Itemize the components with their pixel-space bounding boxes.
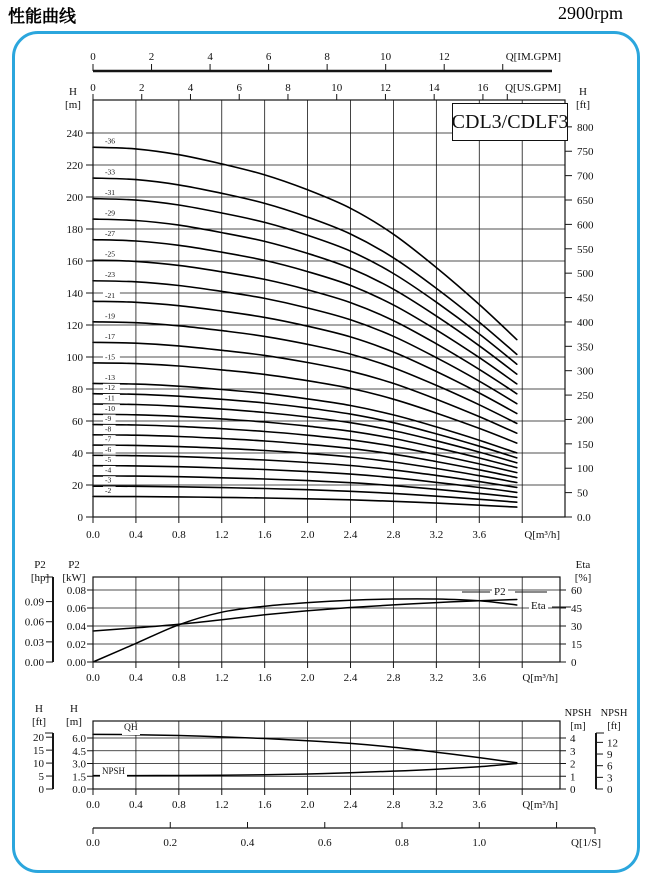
npsh-m-tick-label: 4 — [570, 733, 576, 745]
q-imgpm-tick-label: 12 — [438, 51, 450, 63]
q-m3h-tick-label: 2.4 — [343, 799, 358, 811]
h-ft-axis-name: H — [35, 703, 43, 715]
q-usgpm-tick-label: 2 — [138, 82, 145, 94]
q-lps-tick-label: 1.0 — [472, 837, 487, 849]
p2-kw-axis-unit: [kW] — [62, 572, 86, 584]
npsh-m-tick-label: 2 — [570, 758, 576, 771]
h-ft-tick-label: 150 — [577, 438, 594, 451]
h-ft-tick-label: 10 — [33, 758, 44, 771]
h-m-tick-label: 240 — [66, 128, 83, 140]
q-m3h-tick-label: 0.4 — [129, 672, 143, 684]
h-ft-tick-label: 400 — [577, 316, 594, 329]
curve-stage-label: -9 — [105, 414, 112, 424]
npsh-ft-tick-label: 3 — [607, 772, 613, 785]
q-m3h-tick-label: 2.4 — [343, 672, 358, 684]
h-ft-tick-label: 200 — [577, 414, 594, 427]
q-lps-tick-label: 0.8 — [395, 837, 409, 849]
qh-plot-border — [93, 721, 560, 789]
curve-stage-label: -5 — [105, 455, 112, 465]
h-ft-axis-unit: [ft] — [31, 716, 47, 728]
p2-kw-tick-label: 0.08 — [66, 585, 86, 597]
npsh-curve-tag: NPSH — [102, 766, 126, 776]
curve-stage-label: -7 — [105, 434, 112, 444]
h-m-tick-label: 3.0 — [72, 758, 86, 771]
npsh-ft-tick-label: 6 — [607, 760, 613, 773]
q-imgpm-tick-label: 6 — [265, 51, 272, 63]
npsh-m-axis-name: NPSH — [564, 708, 592, 719]
eta-axis-unit: [%] — [574, 572, 592, 584]
h-m-axis-unit: [m] — [66, 716, 82, 728]
q-m3h-tick-label: 1.6 — [257, 672, 272, 684]
q-m3h-tick-label: 1.2 — [214, 529, 229, 541]
q-usgpm-tick-label: 6 — [236, 82, 242, 94]
curve-stage-label: -10 — [105, 403, 115, 413]
eta-tick-label: 15 — [571, 639, 582, 651]
npsh-ft-axis-name: NPSH — [600, 708, 628, 719]
q-usgpm-tick-label: 8 — [285, 82, 291, 94]
q-m3h-tick-label: 3.6 — [472, 799, 487, 811]
h-ft-tick-label: 5 — [38, 771, 44, 784]
q-lps-tick-label: 0.0 — [86, 837, 100, 849]
pump-curve--5 — [93, 466, 517, 493]
h-ft-tick-label: 500 — [577, 268, 594, 281]
h-m-tick-label: 180 — [66, 224, 83, 236]
q-m3h-tick-label: 0.8 — [171, 672, 186, 684]
h-m-tick-label: 1.5 — [72, 771, 86, 784]
q-usgpm-tick-label: 0 — [90, 82, 96, 94]
npsh-ft-tick-label: 9 — [607, 749, 613, 762]
q-lps-axis-label: Q[1/S] — [571, 837, 601, 849]
curve-stage-label: -17 — [105, 331, 115, 341]
q-m3h-tick-label: 3.2 — [429, 799, 444, 811]
pump-curve--3 — [93, 486, 517, 502]
h-ft-tick-label: 20 — [33, 732, 44, 745]
curve-stage-label: -13 — [105, 372, 115, 382]
h-m-tick-label: 160 — [66, 256, 83, 268]
h-m-axis-name: H — [70, 703, 78, 715]
model-label: CDL3/CDLF3 — [451, 110, 569, 133]
q-m3h-axis-label: Q[m³/h] — [522, 672, 558, 684]
h-ft-tick-label: 600 — [577, 219, 594, 232]
h-ft-tick-label: 700 — [577, 170, 594, 183]
q-m3h-tick-label: 2.8 — [386, 799, 401, 811]
h-m-tick-label: 80 — [72, 384, 83, 396]
h-m-tick-label: 120 — [66, 320, 83, 332]
npsh-m-tick-label: 1 — [570, 771, 576, 784]
curve-stage-label: -3 — [105, 475, 112, 485]
q-imgpm-tick-label: 8 — [324, 51, 330, 63]
q-m3h-tick-label: 2.8 — [386, 672, 401, 684]
q-m3h-tick-label: 2.0 — [300, 529, 315, 541]
q-m3h-tick-label: 3.6 — [472, 672, 487, 684]
npsh-curve — [93, 764, 517, 776]
q-usgpm-axis-label: Q[US.GPM] — [505, 82, 561, 94]
curve-stage-label: -12 — [105, 383, 115, 393]
rpm-label: 2900rpm — [558, 3, 623, 23]
curve-stage-label: -15 — [105, 352, 115, 362]
p2-kw-tick-label: 0.04 — [66, 621, 86, 633]
q-m3h-tick-label: 1.2 — [214, 672, 229, 684]
h-m-tick-label: 6.0 — [72, 733, 86, 745]
h-m-tick-label: 220 — [66, 160, 83, 172]
q-lps-tick-label: 0.6 — [317, 837, 332, 849]
q-imgpm-tick-label: 4 — [207, 51, 213, 63]
p2-hp-tick-label: 0.09 — [24, 596, 44, 609]
p2-hp-tick-label: 0.00 — [24, 657, 44, 669]
q-m3h-tick-label: 0.4 — [129, 799, 143, 811]
page-title: 性能曲线 — [8, 7, 76, 27]
q-m3h-axis-label: Q[m³/h] — [524, 529, 560, 541]
h-m-tick-label: 4.5 — [72, 745, 86, 758]
q-usgpm-tick-label: 10 — [331, 82, 343, 94]
p2-hp-tick-label: 0.03 — [24, 636, 44, 649]
eta-axis-name: Eta — [575, 559, 591, 571]
q-m3h-axis-label: Q[m³/h] — [522, 799, 558, 811]
q-m3h-tick-label: 3.2 — [429, 529, 444, 541]
q-m3h-tick-label: 3.6 — [472, 529, 487, 541]
curve-stage-label: -19 — [105, 311, 115, 321]
h-ft-tick-label: 0 — [38, 784, 44, 796]
curve-stage-label: -33 — [105, 167, 115, 177]
eta-tick-label: 60 — [571, 585, 582, 597]
h-ft-tick-label: 50 — [577, 487, 588, 500]
curve-stage-label: -6 — [105, 444, 112, 454]
h-ft-tick-label: 550 — [577, 243, 594, 256]
model-label-box — [452, 103, 568, 141]
h-ft-tick-label: 0.0 — [577, 512, 591, 524]
npsh-ft-tick-label: 12 — [607, 737, 618, 750]
q-m3h-tick-label: 0.8 — [171, 529, 186, 541]
h-ft-tick-label: 300 — [577, 365, 594, 378]
q-lps-tick-label: 0.2 — [163, 837, 178, 849]
h-m-tick-label: 20 — [72, 480, 83, 492]
h-ft-tick-label: 350 — [577, 341, 594, 354]
h-m-tick-label: 60 — [72, 416, 83, 428]
h-m-tick-label: 100 — [66, 352, 83, 364]
curve-stage-label: -21 — [105, 290, 115, 300]
curve-stage-label: -25 — [105, 249, 115, 259]
npsh-ft-tick-label: 0 — [607, 784, 613, 796]
curve-stage-label: -11 — [105, 393, 115, 403]
npsh-m-tick-label: 0 — [570, 784, 576, 796]
q-m3h-tick-label: 0.4 — [129, 529, 143, 541]
h-m-tick-label: 40 — [72, 448, 83, 460]
h-m-tick-label: 0 — [77, 512, 83, 524]
q-m3h-tick-label: 0.8 — [171, 799, 186, 811]
h-ft-tick-label: 800 — [577, 121, 594, 134]
q-m3h-tick-label: 2.0 — [300, 799, 315, 811]
curve-stage-label: -23 — [105, 270, 115, 280]
pump-curve--10 — [93, 414, 517, 467]
q-m3h-tick-label: 0.0 — [86, 529, 100, 541]
h-ft-tick-label: 15 — [33, 745, 44, 758]
q-imgpm-tick-label: 0 — [90, 51, 96, 63]
p2-hp-tick-label: 0.06 — [24, 616, 44, 629]
curve-stage-label: -36 — [105, 136, 115, 146]
h-m-tick-label: 200 — [66, 192, 83, 204]
curve-stage-label: -4 — [105, 465, 112, 475]
q-m3h-tick-label: 3.2 — [429, 672, 444, 684]
q-m3h-tick-label: 2.4 — [343, 529, 358, 541]
q-imgpm-tick-label: 2 — [148, 51, 155, 63]
qh-curve-tag: QH — [124, 723, 138, 733]
p2-hp-axis-name: P2 — [34, 559, 46, 571]
q-m3h-tick-label: 0.0 — [86, 672, 100, 684]
q-m3h-tick-label: 1.6 — [257, 799, 272, 811]
h-ft-axis-unit: [ft] — [575, 99, 591, 111]
curve-stage-label: -2 — [105, 485, 112, 495]
npsh-m-tick-label: 3 — [570, 745, 576, 758]
curve-stage-label: -8 — [105, 424, 112, 434]
p2-kw-tick-label: 0.06 — [66, 603, 86, 615]
eta-tick-label: 0 — [571, 657, 577, 669]
q-m3h-tick-label: 1.2 — [214, 799, 229, 811]
p2-kw-tick-label: 0.00 — [66, 657, 86, 669]
q-usgpm-tick-label: 16 — [477, 82, 489, 94]
qh-curve — [93, 734, 517, 762]
h-ft-tick-label: 450 — [577, 292, 594, 305]
eta-tick-label: 45 — [571, 603, 582, 615]
curve-stage-label: -27 — [105, 229, 115, 239]
h-m-axis-name: H — [69, 86, 77, 98]
h-m-tick-label: 140 — [66, 288, 83, 300]
q-usgpm-tick-label: 14 — [428, 82, 440, 94]
p2-curve-tag: P2 — [494, 586, 506, 598]
h-ft-tick-label: 650 — [577, 195, 594, 208]
q-m3h-tick-label: 2.8 — [386, 529, 401, 541]
eta-tick-label: 30 — [571, 621, 582, 633]
curve-stage-label: -29 — [105, 208, 115, 218]
q-lps-tick-label: 0.4 — [240, 837, 255, 849]
pump-curve--15 — [93, 363, 517, 443]
npsh-ft-axis-unit: [ft] — [607, 721, 621, 732]
npsh-m-axis-unit: [m] — [570, 721, 586, 732]
curve-stage-label: -31 — [105, 188, 115, 198]
eta-curve-tag: Eta — [531, 600, 546, 612]
h-ft-tick-label: 100 — [577, 463, 594, 476]
h-m-axis-unit: [m] — [65, 99, 81, 111]
q-m3h-tick-label: 0.0 — [86, 799, 100, 811]
q-imgpm-axis-label: Q[IM.GPM] — [505, 51, 561, 63]
q-imgpm-tick-label: 10 — [380, 51, 392, 63]
q-m3h-tick-label: 2.0 — [300, 672, 315, 684]
p2-hp-axis-unit: [hp] — [30, 572, 50, 584]
p2-kw-axis-name: P2 — [68, 559, 80, 571]
q-m3h-tick-label: 1.6 — [257, 529, 272, 541]
h-ft-tick-label: 250 — [577, 390, 594, 403]
h-m-tick-label: 0.0 — [72, 784, 86, 796]
h-ft-tick-label: 750 — [577, 146, 594, 159]
h-ft-axis-name: H — [579, 86, 587, 98]
q-usgpm-tick-label: 4 — [187, 82, 194, 94]
q-usgpm-tick-label: 12 — [379, 82, 391, 94]
p2-kw-tick-label: 0.02 — [66, 639, 86, 651]
